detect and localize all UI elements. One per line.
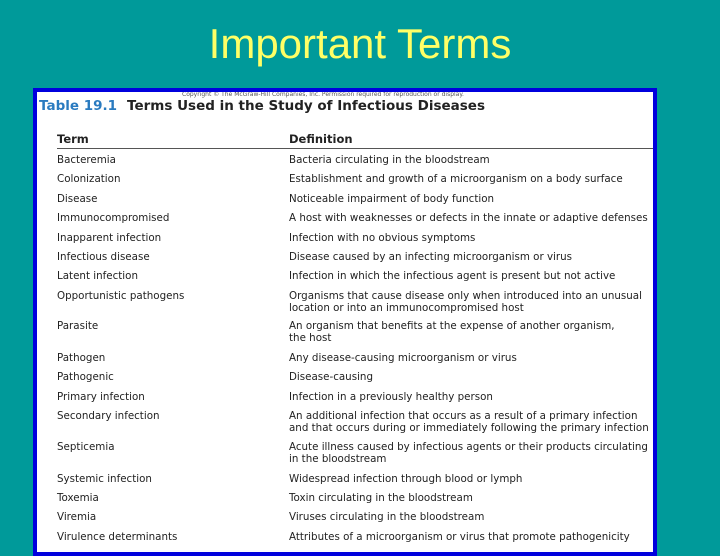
term-cell: Septicemia: [57, 441, 115, 453]
definition-cell: Any disease-causing microorganism or virus: [289, 352, 517, 364]
definition-cell: Acute illness caused by infectious agents or their products circulating in the bloodstream: [289, 441, 648, 465]
header-divider: [57, 148, 653, 149]
slide-title: Important Terms: [208, 20, 512, 67]
definition-cell: An additional infection that occurs as a result of a primary infection and that occurs during or immediately following the primary infection: [289, 410, 649, 434]
term-cell: Inapparent infection: [57, 232, 162, 244]
definition-cell: Establishment and growth of a microorganism on a body surface: [289, 173, 623, 185]
term-cell: Parasite: [57, 320, 99, 332]
term-cell: Bacteremia: [57, 154, 116, 166]
header-term: Term: [57, 132, 89, 146]
definition-cell: Infection in which the infectious agent is present but not active: [289, 270, 616, 282]
table-caption: Terms Used in the Study of Infectious Diseases: [127, 98, 485, 114]
term-cell: Opportunistic pathogens: [57, 290, 185, 302]
term-cell: Systemic infection: [57, 473, 152, 485]
definition-cell: A host with weaknesses or defects in the innate or adaptive defenses: [289, 212, 648, 224]
header-definition: Definition: [289, 132, 353, 146]
definition-cell: Disease caused by an infecting microorganism or virus: [289, 251, 573, 263]
definition-cell: Infection with no obvious symptoms: [289, 232, 476, 244]
term-cell: Virulence determinants: [57, 531, 178, 543]
term-cell: Infectious disease: [57, 251, 150, 263]
table-number: Table 19.1: [39, 98, 118, 114]
definition-cell: Noticeable impairment of body function: [289, 193, 495, 205]
table-image: [33, 88, 657, 556]
term-cell: Toxemia: [57, 492, 99, 504]
definition-cell: Widespread infection through blood or lymph: [289, 473, 523, 485]
term-cell: Viremia: [57, 511, 97, 523]
definition-cell: Attributes of a microorganism or virus that promote pathogenicity: [289, 531, 630, 543]
definition-cell: Toxin circulating in the bloodstream: [289, 492, 473, 504]
term-cell: Immunocompromised: [57, 212, 170, 224]
definition-cell: Organisms that cause disease only when introduced into an unusual location or into an immunocompromised host: [289, 290, 642, 314]
term-cell: Colonization: [57, 173, 121, 185]
definition-cell: Infection in a previously healthy person: [289, 391, 493, 403]
term-cell: Pathogen: [57, 352, 106, 364]
definition-cell: Bacteria circulating in the bloodstream: [289, 154, 490, 166]
definition-cell: Disease-causing: [289, 371, 373, 383]
table-title: [39, 98, 485, 114]
term-cell: Secondary infection: [57, 410, 160, 422]
term-cell: Pathogenic: [57, 371, 114, 383]
definition-cell: Viruses circulating in the bloodstream: [289, 511, 485, 523]
definition-cell: An organism that benefits at the expense of another organism, the host: [289, 320, 615, 344]
copyright-notice: Copyright © The McGraw-Hill Companies, Inc. Permission required for reproduction or display.: [182, 91, 464, 98]
term-cell: Disease: [57, 193, 98, 205]
term-cell: Primary infection: [57, 391, 145, 403]
term-cell: Latent infection: [57, 270, 138, 282]
